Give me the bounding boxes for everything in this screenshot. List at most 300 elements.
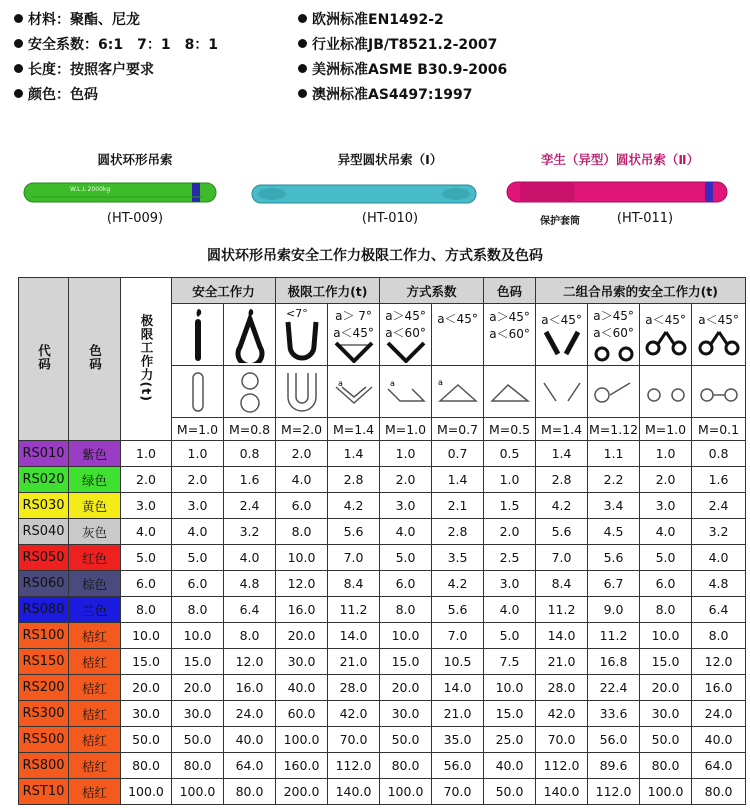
row-value: 12.0 bbox=[692, 649, 746, 675]
row-value: 3.2 bbox=[224, 519, 276, 545]
row-value: 30.0 bbox=[276, 649, 328, 675]
row-value: 80.0 bbox=[692, 779, 746, 805]
row-value: 50.0 bbox=[484, 779, 536, 805]
table-row bbox=[19, 467, 746, 493]
row-value: 10.0 bbox=[380, 623, 432, 649]
table-title: 圆状环形吊索安全工作力极限工作力、方式系数及色码 bbox=[207, 248, 543, 264]
row-limit: 4.0 bbox=[121, 519, 172, 545]
m-factor: M=1.0 bbox=[172, 418, 224, 441]
spec-material bbox=[14, 12, 140, 28]
bullet-icon bbox=[14, 14, 23, 23]
row-value: 50.0 bbox=[640, 727, 692, 753]
sleeve-note: 保护套筒 bbox=[540, 216, 580, 227]
row-value: 100.0 bbox=[380, 779, 432, 805]
row-value: 2.4 bbox=[224, 493, 276, 519]
col-header-color bbox=[69, 278, 121, 441]
row-color-name: 紫色 bbox=[69, 441, 121, 467]
row-value: 11.2 bbox=[328, 597, 380, 623]
icon-outline bbox=[536, 366, 588, 418]
row-value: 112.0 bbox=[588, 779, 640, 805]
bullet-icon bbox=[14, 39, 23, 48]
row-value: 2.0 bbox=[640, 467, 692, 493]
row-value: 6.7 bbox=[588, 571, 640, 597]
row-value: 100.0 bbox=[640, 779, 692, 805]
shaped-sling-image-1 bbox=[250, 182, 478, 206]
row-value: 4.0 bbox=[172, 519, 224, 545]
row-value: 6.0 bbox=[276, 493, 328, 519]
basket-hitch-icon bbox=[280, 320, 324, 362]
table-row bbox=[19, 727, 746, 753]
row-value: 40.0 bbox=[224, 727, 276, 753]
row-value: 2.8 bbox=[536, 467, 588, 493]
icon-pair-4 bbox=[692, 304, 746, 366]
row-value: 21.0 bbox=[536, 649, 588, 675]
row-value: 22.4 bbox=[588, 675, 640, 701]
row-limit: 15.0 bbox=[121, 649, 172, 675]
row-value: 112.0 bbox=[328, 753, 380, 779]
header-text: 色码 bbox=[87, 344, 103, 371]
row-value: 8.0 bbox=[692, 623, 746, 649]
col-header-code bbox=[19, 278, 69, 441]
row-limit: 100.0 bbox=[121, 779, 172, 805]
row-value: 20.0 bbox=[172, 675, 224, 701]
row-code: RS040 bbox=[19, 519, 69, 545]
choker-outline-icon bbox=[235, 369, 265, 415]
factor-triangle-icon-2 bbox=[488, 377, 532, 407]
m-factor: M=2.0 bbox=[276, 418, 328, 441]
row-value: 4.0 bbox=[224, 545, 276, 571]
row-value: 24.0 bbox=[692, 701, 746, 727]
table-row bbox=[19, 519, 746, 545]
pair-basket-icon bbox=[644, 328, 688, 358]
row-value: 70.0 bbox=[432, 779, 484, 805]
row-value: 4.5 bbox=[588, 519, 640, 545]
row-value: 2.0 bbox=[172, 467, 224, 493]
product-code: (HT-009) bbox=[106, 211, 164, 226]
row-value: 2.8 bbox=[328, 467, 380, 493]
icon-outline bbox=[224, 366, 276, 418]
load-table bbox=[18, 277, 746, 805]
row-color-name: 兰色 bbox=[69, 597, 121, 623]
group-limit: 极限工作力(t) bbox=[276, 278, 380, 304]
row-value: 89.6 bbox=[588, 753, 640, 779]
row-value: 4.8 bbox=[224, 571, 276, 597]
spec-standard-au bbox=[298, 87, 472, 103]
row-code: RS080 bbox=[19, 597, 69, 623]
table-row bbox=[19, 753, 746, 779]
row-limit: 20.0 bbox=[121, 675, 172, 701]
row-value: 2.2 bbox=[588, 467, 640, 493]
bullet-icon bbox=[298, 89, 307, 98]
row-value: 33.6 bbox=[588, 701, 640, 727]
spec-standard-eu bbox=[298, 12, 444, 28]
row-value: 100.0 bbox=[172, 779, 224, 805]
angle-label: a＜45° bbox=[541, 313, 582, 327]
row-value: 1.0 bbox=[380, 441, 432, 467]
row-value: 15.0 bbox=[484, 701, 536, 727]
row-value: 1.4 bbox=[328, 441, 380, 467]
row-value: 10.0 bbox=[484, 675, 536, 701]
sling-label: W.L.L 2000kg bbox=[70, 186, 111, 193]
factor-outline-icon bbox=[384, 377, 428, 407]
angle-mark: a bbox=[437, 377, 443, 387]
row-color-name: 黄色 bbox=[69, 493, 121, 519]
row-value: 4.0 bbox=[484, 597, 536, 623]
row-value: 8.0 bbox=[380, 597, 432, 623]
row-value: 28.0 bbox=[536, 675, 588, 701]
spec-label: 材料：聚酯、尼龙 bbox=[28, 12, 140, 28]
bullet-icon bbox=[298, 14, 307, 23]
triangle-hitch-icon bbox=[384, 341, 428, 363]
row-color-name: 桔红 bbox=[69, 753, 121, 779]
row-value: 6.0 bbox=[172, 571, 224, 597]
row-value: 2.5 bbox=[484, 545, 536, 571]
row-value: 1.0 bbox=[172, 441, 224, 467]
spec-label: 美洲标准ASME B30.9-2006 bbox=[312, 62, 508, 78]
row-value: 64.0 bbox=[692, 753, 746, 779]
bullet-icon bbox=[298, 39, 307, 48]
row-code: RS020 bbox=[19, 467, 69, 493]
row-value: 1.4 bbox=[536, 441, 588, 467]
twin-sling-image bbox=[505, 179, 730, 205]
row-value: 15.0 bbox=[640, 649, 692, 675]
pair-choker-icon bbox=[592, 341, 636, 363]
icon-outline bbox=[484, 366, 536, 418]
row-value: 80.0 bbox=[224, 779, 276, 805]
row-limit: 50.0 bbox=[121, 727, 172, 753]
row-color-name: 桔红 bbox=[69, 675, 121, 701]
angle-label: a＞45° bbox=[593, 308, 634, 323]
row-value: 4.0 bbox=[380, 519, 432, 545]
row-value: 6.4 bbox=[692, 597, 746, 623]
row-value: 16.8 bbox=[588, 649, 640, 675]
row-value: 3.0 bbox=[172, 493, 224, 519]
table-body bbox=[19, 441, 746, 805]
row-code: RS050 bbox=[19, 545, 69, 571]
icon-outline bbox=[172, 366, 224, 418]
row-code: RS030 bbox=[19, 493, 69, 519]
row-code: RS150 bbox=[19, 649, 69, 675]
row-value: 8.0 bbox=[276, 519, 328, 545]
row-value: 70.0 bbox=[536, 727, 588, 753]
row-value: 8.4 bbox=[536, 571, 588, 597]
row-value: 11.2 bbox=[588, 623, 640, 649]
pair-basket-outline-icon bbox=[644, 377, 688, 407]
row-code: RS200 bbox=[19, 675, 69, 701]
m-factor: M=1.4 bbox=[328, 418, 380, 441]
angle-label: a＜45° bbox=[645, 313, 686, 327]
row-limit: 6.0 bbox=[121, 571, 172, 597]
header-text: 极限工作力(t) bbox=[139, 313, 154, 402]
row-value: 160.0 bbox=[276, 753, 328, 779]
m-factor: M=0.8 bbox=[224, 418, 276, 441]
angle-label: a＞45° bbox=[489, 310, 530, 324]
icon-pair-1 bbox=[536, 304, 588, 366]
pair-loop-outline-icon bbox=[697, 377, 741, 407]
spec-length bbox=[14, 62, 154, 78]
row-value: 80.0 bbox=[172, 753, 224, 779]
angle-label: <7° bbox=[286, 307, 308, 320]
row-value: 5.6 bbox=[432, 597, 484, 623]
header-text: 代码 bbox=[36, 344, 52, 371]
bullet-icon bbox=[14, 64, 23, 73]
row-value: 3.0 bbox=[640, 493, 692, 519]
row-code: RS300 bbox=[19, 701, 69, 727]
row-value: 10.0 bbox=[172, 623, 224, 649]
row-value: 5.6 bbox=[328, 519, 380, 545]
pair-outline-icon bbox=[540, 377, 584, 407]
table-row bbox=[19, 701, 746, 727]
row-value: 3.5 bbox=[432, 545, 484, 571]
row-value: 200.0 bbox=[276, 779, 328, 805]
icon-basket-angle bbox=[328, 304, 380, 366]
group-factor: 方式系数 bbox=[380, 278, 484, 304]
row-value: 100.0 bbox=[276, 727, 328, 753]
row-value: 60.0 bbox=[276, 701, 328, 727]
spec-label: 欧洲标准EN1492-2 bbox=[312, 12, 444, 28]
table-row bbox=[19, 441, 746, 467]
table-row bbox=[19, 597, 746, 623]
angle-cell bbox=[432, 304, 484, 366]
row-value: 0.8 bbox=[692, 441, 746, 467]
row-value: 6.4 bbox=[224, 597, 276, 623]
row-value: 2.8 bbox=[432, 519, 484, 545]
table-row bbox=[19, 779, 746, 805]
row-color-name: 桔红 bbox=[69, 727, 121, 753]
row-value: 1.0 bbox=[484, 467, 536, 493]
row-value: 40.0 bbox=[276, 675, 328, 701]
row-color-name: 棕色 bbox=[69, 571, 121, 597]
product-code: (HT-011) bbox=[616, 211, 674, 226]
row-value: 30.0 bbox=[172, 701, 224, 727]
choker-hitch-icon bbox=[230, 307, 270, 363]
row-value: 21.0 bbox=[432, 701, 484, 727]
row-value: 8.0 bbox=[224, 623, 276, 649]
angle-label: a＞ 7° bbox=[335, 308, 372, 323]
m-factor: M=0.1 bbox=[692, 418, 746, 441]
row-value: 80.0 bbox=[640, 753, 692, 779]
row-value: 7.0 bbox=[432, 623, 484, 649]
row-value: 16.0 bbox=[276, 597, 328, 623]
icon-vertical bbox=[172, 304, 224, 366]
row-value: 15.0 bbox=[380, 649, 432, 675]
row-value: 3.0 bbox=[484, 571, 536, 597]
spec-label: 长度：按照客户要求 bbox=[28, 62, 154, 78]
row-value: 15.0 bbox=[172, 649, 224, 675]
round-sling-image bbox=[22, 180, 218, 206]
row-value: 21.0 bbox=[328, 649, 380, 675]
row-value: 10.0 bbox=[640, 623, 692, 649]
row-value: 4.0 bbox=[276, 467, 328, 493]
spec-label: 颜色：色码 bbox=[28, 87, 98, 103]
row-value: 4.8 bbox=[692, 571, 746, 597]
row-value: 6.0 bbox=[640, 571, 692, 597]
row-value: 42.0 bbox=[328, 701, 380, 727]
row-limit: 2.0 bbox=[121, 467, 172, 493]
row-value: 5.0 bbox=[640, 545, 692, 571]
sling-outline-icon bbox=[190, 371, 206, 413]
bullet-icon bbox=[14, 89, 23, 98]
angle-label: a＜60° bbox=[489, 327, 530, 341]
vertical-hitch-icon bbox=[188, 307, 208, 363]
icon-outline bbox=[380, 366, 432, 418]
icon-outline bbox=[328, 366, 380, 418]
row-code: RS010 bbox=[19, 441, 69, 467]
row-value: 35.0 bbox=[432, 727, 484, 753]
row-value: 28.0 bbox=[328, 675, 380, 701]
row-value: 2.4 bbox=[692, 493, 746, 519]
icon-pair-3 bbox=[640, 304, 692, 366]
row-limit: 30.0 bbox=[121, 701, 172, 727]
row-value: 5.6 bbox=[536, 519, 588, 545]
spec-color bbox=[14, 87, 98, 103]
row-value: 7.5 bbox=[484, 649, 536, 675]
angle-cell bbox=[484, 304, 536, 366]
row-value: 11.2 bbox=[536, 597, 588, 623]
table-row bbox=[19, 675, 746, 701]
row-value: 16.0 bbox=[224, 675, 276, 701]
row-value: 140.0 bbox=[536, 779, 588, 805]
row-code: RST10 bbox=[19, 779, 69, 805]
row-code: RS060 bbox=[19, 571, 69, 597]
m-factor: M=0.7 bbox=[432, 418, 484, 441]
row-value: 112.0 bbox=[536, 753, 588, 779]
row-value: 7.0 bbox=[328, 545, 380, 571]
row-value: 30.0 bbox=[640, 701, 692, 727]
row-value: 14.0 bbox=[328, 623, 380, 649]
row-color-name: 红色 bbox=[69, 545, 121, 571]
row-value: 4.0 bbox=[692, 545, 746, 571]
row-value: 8.0 bbox=[172, 597, 224, 623]
product-title: 圆状环形吊索 bbox=[97, 152, 173, 167]
row-value: 2.0 bbox=[380, 467, 432, 493]
row-value: 5.0 bbox=[172, 545, 224, 571]
row-value: 3.4 bbox=[588, 493, 640, 519]
row-code: RS800 bbox=[19, 753, 69, 779]
angle-label: a＜45° bbox=[698, 313, 739, 327]
angle-mark: a bbox=[389, 378, 395, 388]
pair-choker-outline-icon bbox=[592, 377, 636, 407]
row-value: 1.6 bbox=[224, 467, 276, 493]
bullet-icon bbox=[298, 64, 307, 73]
triangle-hitch-icon bbox=[332, 341, 376, 363]
row-value: 0.8 bbox=[224, 441, 276, 467]
row-value: 1.5 bbox=[484, 493, 536, 519]
row-value: 6.0 bbox=[380, 571, 432, 597]
group-safe: 安全工作力 bbox=[172, 278, 276, 304]
spec-label: 澳洲标准AS4497:1997 bbox=[312, 87, 473, 103]
row-limit: 10.0 bbox=[121, 623, 172, 649]
row-limit: 3.0 bbox=[121, 493, 172, 519]
pair-vertical-icon bbox=[540, 328, 584, 358]
spec-label: 安全系数：6:1 7：1 8：1 bbox=[28, 37, 219, 53]
icon-choker bbox=[224, 304, 276, 366]
row-value: 14.0 bbox=[432, 675, 484, 701]
row-value: 7.0 bbox=[536, 545, 588, 571]
row-color-name: 绿色 bbox=[69, 467, 121, 493]
row-value: 10.0 bbox=[276, 545, 328, 571]
icon-outline bbox=[692, 366, 746, 418]
row-value: 140.0 bbox=[328, 779, 380, 805]
row-value: 80.0 bbox=[380, 753, 432, 779]
product-code: (HT-010) bbox=[361, 211, 419, 226]
icon-outline bbox=[640, 366, 692, 418]
factor-triangle-icon bbox=[436, 377, 480, 407]
row-value: 1.0 bbox=[640, 441, 692, 467]
row-value: 0.5 bbox=[484, 441, 536, 467]
table-row bbox=[19, 545, 746, 571]
row-value: 56.0 bbox=[588, 727, 640, 753]
icon-factor-1 bbox=[380, 304, 432, 366]
angle-label: a＜60° bbox=[385, 325, 426, 340]
icon-outline bbox=[588, 366, 640, 418]
row-color-name: 桔红 bbox=[69, 623, 121, 649]
table-row bbox=[19, 493, 746, 519]
icon-outline bbox=[432, 366, 484, 418]
row-value: 1.6 bbox=[692, 467, 746, 493]
pair-loop-icon bbox=[697, 328, 741, 358]
row-value: 30.0 bbox=[380, 701, 432, 727]
spec-standard-us bbox=[298, 62, 507, 78]
m-factor: M=1.0 bbox=[640, 418, 692, 441]
row-value: 3.2 bbox=[692, 519, 746, 545]
row-limit: 1.0 bbox=[121, 441, 172, 467]
row-limit: 80.0 bbox=[121, 753, 172, 779]
row-value: 2.1 bbox=[432, 493, 484, 519]
spec-safety-factor bbox=[14, 37, 218, 53]
row-value: 42.0 bbox=[536, 701, 588, 727]
row-code: RS500 bbox=[19, 727, 69, 753]
row-value: 50.0 bbox=[172, 727, 224, 753]
icon-pair-2 bbox=[588, 304, 640, 366]
row-value: 20.0 bbox=[380, 675, 432, 701]
col-header-limit bbox=[121, 278, 172, 441]
angle-mark: a bbox=[337, 378, 343, 388]
icon-basket bbox=[276, 304, 328, 366]
row-code: RS100 bbox=[19, 623, 69, 649]
table-row bbox=[19, 571, 746, 597]
row-limit: 8.0 bbox=[121, 597, 172, 623]
angle-label: a＜45° bbox=[437, 312, 478, 326]
row-color-name: 灰色 bbox=[69, 519, 121, 545]
row-value: 4.2 bbox=[536, 493, 588, 519]
row-value: 1.4 bbox=[432, 467, 484, 493]
row-color-name: 桔红 bbox=[69, 649, 121, 675]
product-title: 孪生（异型）圆状吊索（Ⅱ） bbox=[540, 152, 700, 167]
row-value: 25.0 bbox=[484, 727, 536, 753]
table-row bbox=[19, 649, 746, 675]
table-row bbox=[19, 623, 746, 649]
row-value: 9.0 bbox=[588, 597, 640, 623]
row-value: 40.0 bbox=[484, 753, 536, 779]
row-value: 56.0 bbox=[432, 753, 484, 779]
angle-label: a＜45° bbox=[333, 325, 374, 340]
angle-label: a＜60° bbox=[593, 325, 634, 340]
row-value: 20.0 bbox=[276, 623, 328, 649]
row-color-name: 桔红 bbox=[69, 701, 121, 727]
row-value: 64.0 bbox=[224, 753, 276, 779]
basket-outline-icon bbox=[282, 371, 322, 413]
row-value: 10.5 bbox=[432, 649, 484, 675]
row-value: 2.0 bbox=[276, 441, 328, 467]
row-value: 16.0 bbox=[692, 675, 746, 701]
m-factor: M=0.5 bbox=[484, 418, 536, 441]
row-value: 3.0 bbox=[380, 493, 432, 519]
row-value: 70.0 bbox=[328, 727, 380, 753]
angle-label: a＞45° bbox=[385, 308, 426, 323]
row-value: 12.0 bbox=[224, 649, 276, 675]
group-pair: 二组合吊索的安全工作力(t) bbox=[536, 278, 746, 304]
